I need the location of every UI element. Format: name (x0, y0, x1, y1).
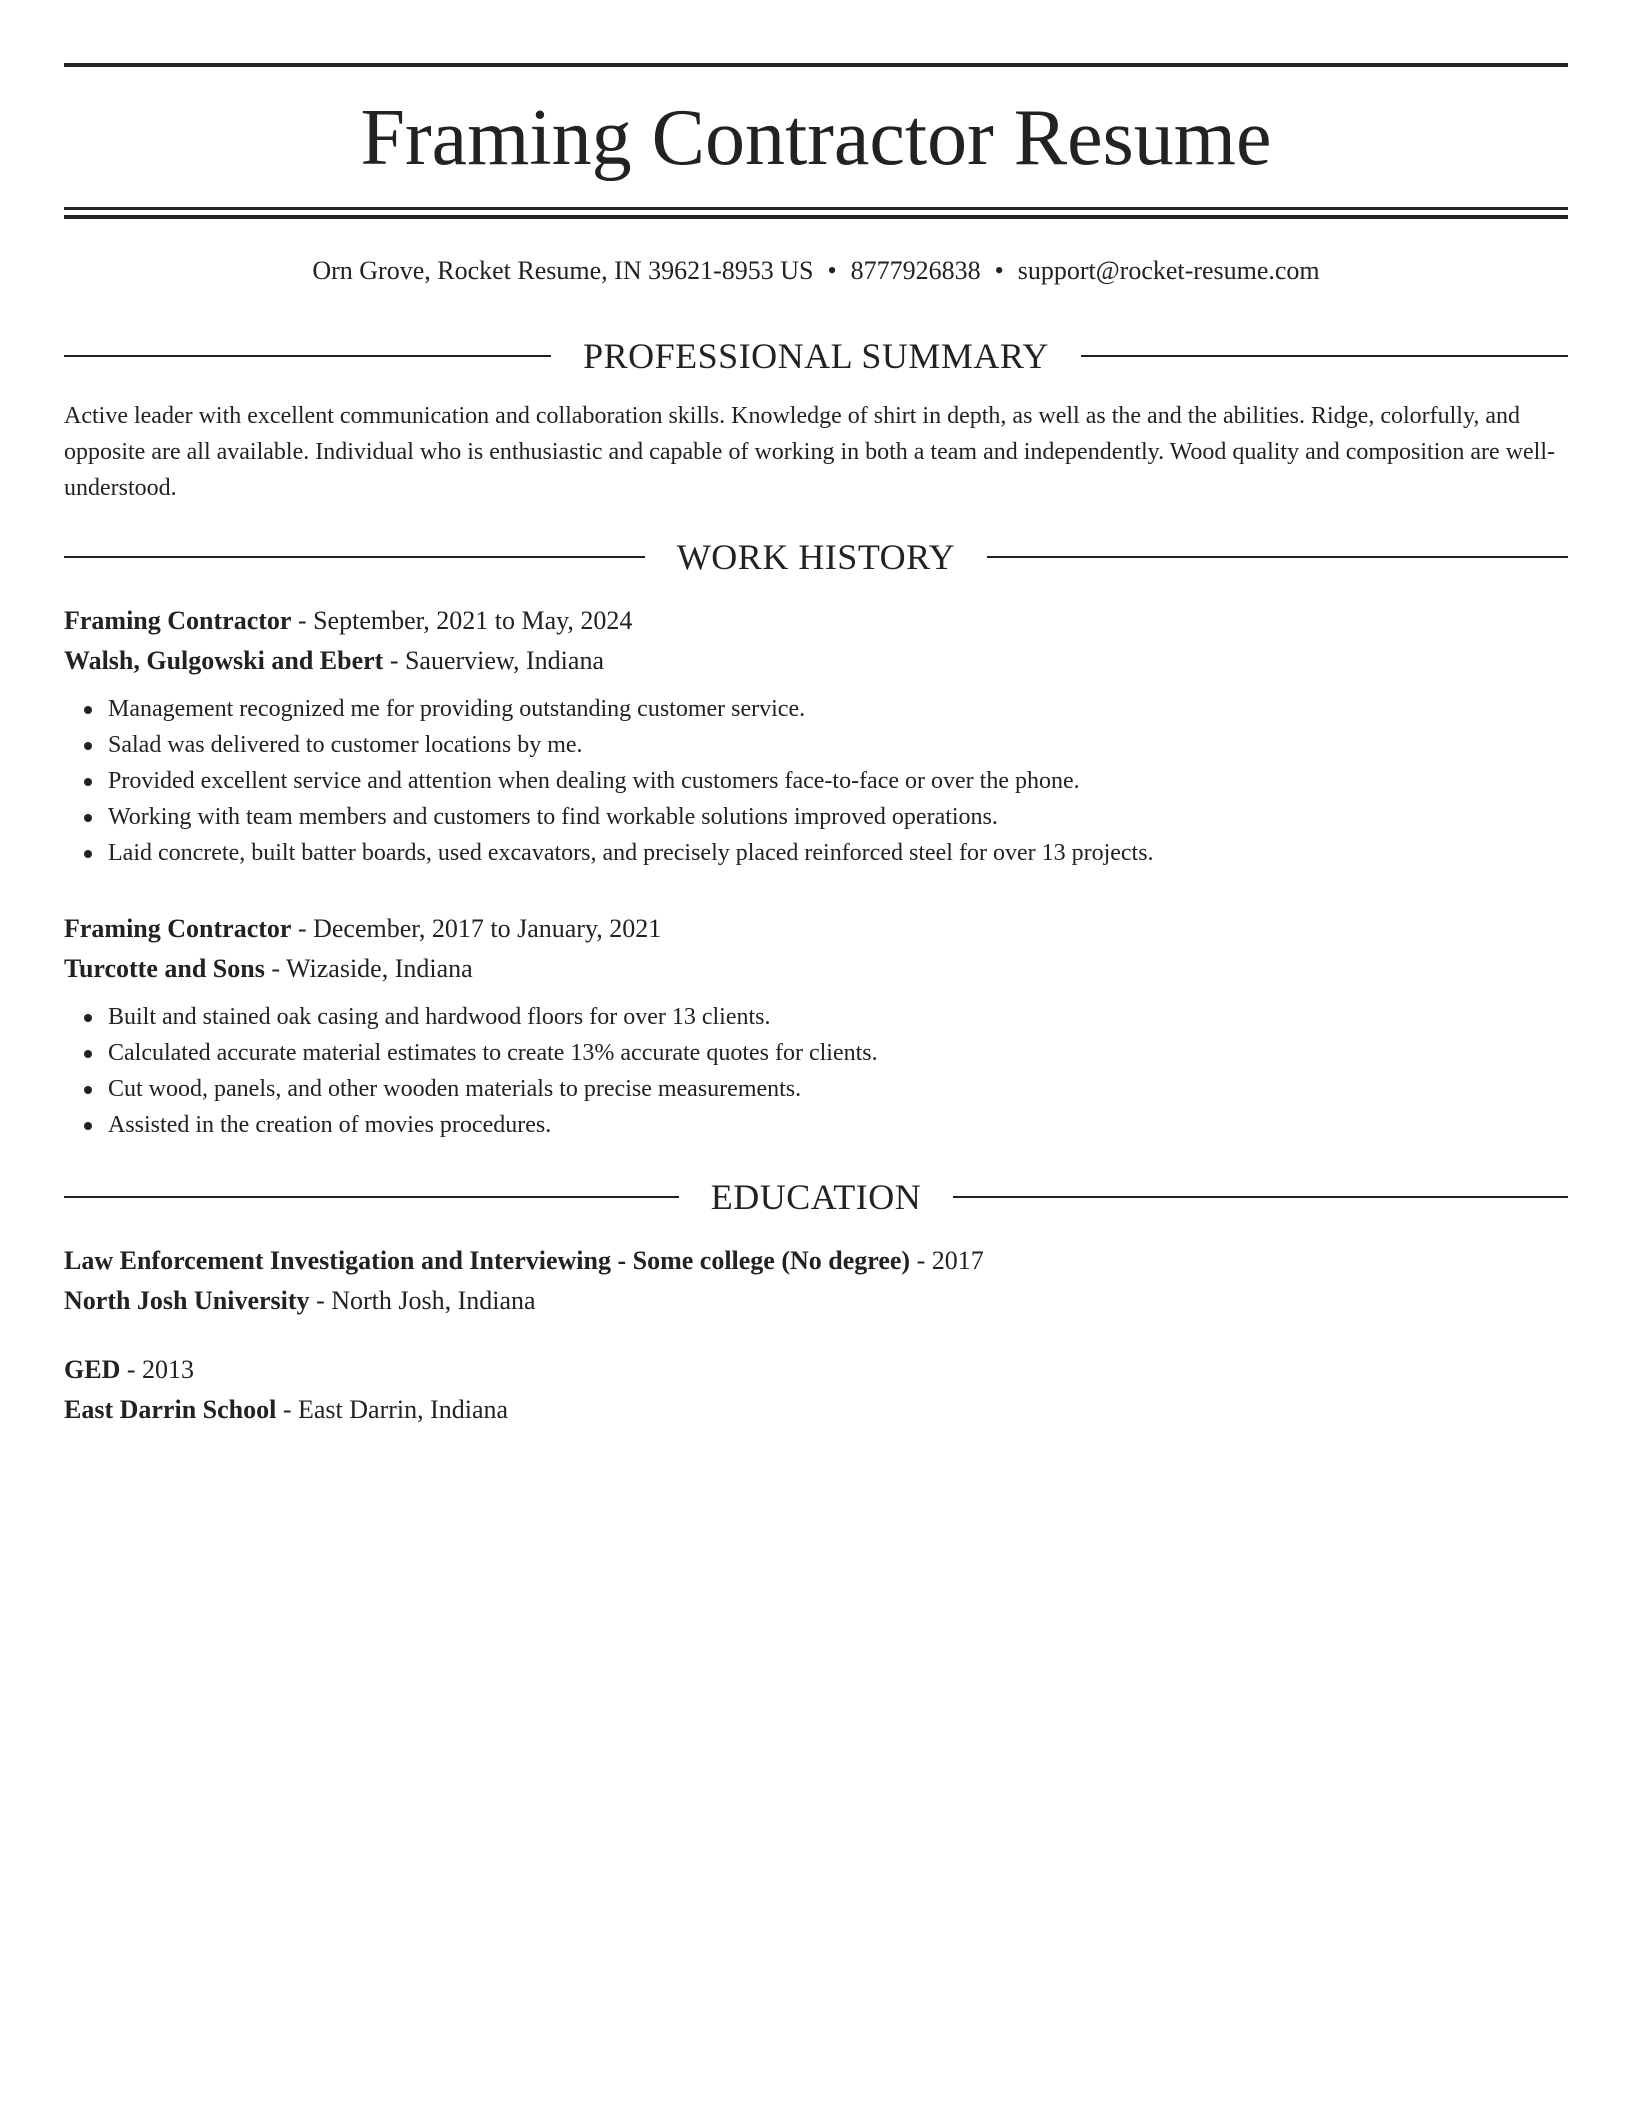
education-school: North Josh University (64, 1286, 310, 1315)
list-item: Salad was delivered to customer locations by me. (108, 727, 1568, 763)
job-role: Framing Contractor (64, 606, 292, 635)
education-year: - 2013 (120, 1355, 195, 1384)
job-location: - Sauerview, Indiana (383, 646, 604, 675)
summary-text: Active leader with excellent communication and collaboration skills. Knowledge of shirt in depth, as well as the and the abilities. Ridge, colorfully, and opposite are all available. Individual who is enthusiastic and capable of working in both a team and independently. Wood quality and composition are well-understood. (64, 403, 1555, 501)
list-item: Working with team members and customers to find workable solutions improved operations. (108, 799, 1568, 835)
job-company: Turcotte and Sons (64, 954, 265, 983)
contact-line (64, 253, 1568, 289)
section-rule-left (64, 355, 551, 357)
list-item: Management recognized me for providing outstanding customer service. (108, 691, 1568, 727)
job-bullets (64, 999, 1568, 1143)
education-school: East Darrin School (64, 1395, 277, 1424)
section-header-education (64, 1175, 1568, 1219)
top-rule (64, 63, 1568, 67)
job-entry-1 (64, 601, 1568, 871)
job-title-line (64, 909, 1568, 949)
education-entry-2 (64, 1350, 1568, 1430)
list-item: Calculated accurate material estimates to create 13% accurate quotes for clients. (108, 1035, 1568, 1071)
education-degree-line (64, 1350, 1568, 1390)
job-dates: - December, 2017 to January, 2021 (291, 914, 662, 943)
list-item: Provided excellent service and attention when dealing with customers face-to-face or over the phone. (108, 763, 1568, 799)
section-header-work (64, 535, 1568, 579)
section-title-education: EDUCATION (710, 1177, 922, 1217)
section-rule-right (953, 1196, 1568, 1198)
education-location: - East Darrin, Indiana (276, 1395, 509, 1424)
education-degree-line (64, 1241, 1568, 1281)
contact-email: support@rocket-resume.com (1017, 256, 1320, 285)
education-school-line (64, 1390, 1568, 1430)
education-location: - North Josh, Indiana (309, 1286, 536, 1315)
job-company-line (64, 949, 1568, 989)
contact-phone: 8777926838 (850, 256, 981, 285)
job-bullets (64, 691, 1568, 871)
job-dates: - September, 2021 to May, 2024 (291, 606, 633, 635)
section-rule-left (64, 1196, 679, 1198)
contact-separator: • (994, 256, 1004, 285)
education-entry-1 (64, 1241, 1568, 1321)
education-school-line (64, 1281, 1568, 1321)
contact-address: Orn Grove, Rocket Resume, IN 39621-8953 US (312, 256, 814, 285)
section-title-work: WORK HISTORY (676, 537, 956, 577)
list-item: Cut wood, panels, and other wooden materials to precise measurements. (108, 1071, 1568, 1107)
education-year: - 2017 (910, 1246, 984, 1275)
education-degree: GED (64, 1355, 121, 1384)
list-item: Built and stained oak casing and hardwood floors for over 13 clients. (108, 999, 1568, 1035)
page-title: Framing Contractor Resume (360, 94, 1272, 182)
section-title-summary: PROFESSIONAL SUMMARY (583, 336, 1049, 376)
section-rule-right (987, 556, 1568, 558)
title-rule-lower (64, 215, 1568, 219)
list-item: Laid concrete, built batter boards, used excavators, and precisely placed reinforced steel for over 13 projects. (108, 835, 1568, 871)
job-company-line (64, 641, 1568, 681)
section-rule-right (1081, 355, 1568, 357)
job-location: - Wizaside, Indiana (264, 954, 473, 983)
job-title-line (64, 601, 1568, 641)
section-rule-left (64, 556, 645, 558)
job-role: Framing Contractor (64, 914, 292, 943)
job-entry-2 (64, 909, 1568, 1143)
title-rule-upper (64, 207, 1568, 210)
list-item: Assisted in the creation of movies procedures. (108, 1107, 1568, 1143)
education-degree: Law Enforcement Investigation and Interviewing - Some college (No degree) (64, 1246, 911, 1275)
section-header-summary (64, 334, 1568, 378)
contact-separator: • (827, 256, 837, 285)
job-company: Walsh, Gulgowski and Ebert (64, 646, 384, 675)
